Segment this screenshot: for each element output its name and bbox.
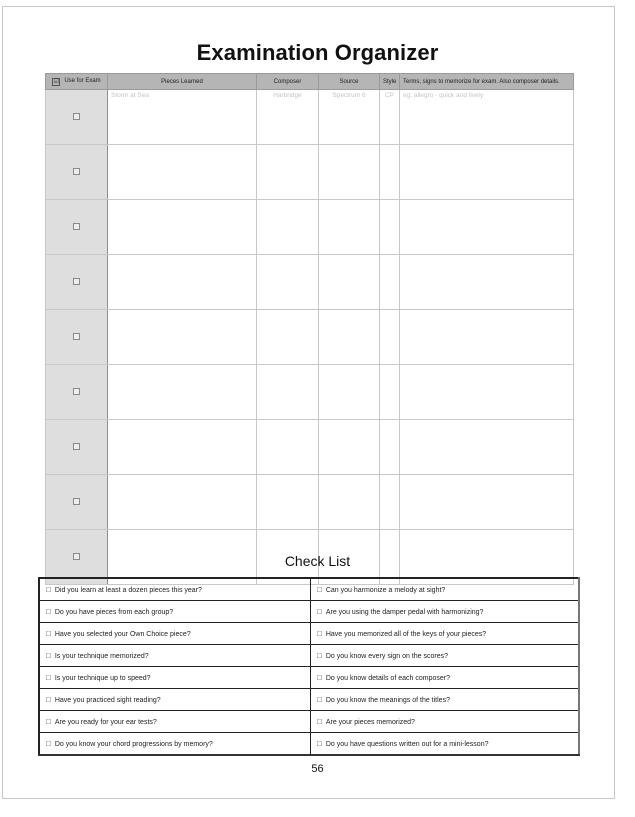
checklist-item[interactable] <box>39 601 311 623</box>
checklist-item-label: Are your pieces memorized? <box>325 719 415 726</box>
terms-cell[interactable] <box>400 200 574 255</box>
terms-cell[interactable] <box>400 310 574 365</box>
checkbox-icon[interactable] <box>73 388 80 395</box>
checkbox-icon[interactable] <box>73 278 80 285</box>
checklist-item-label: Have you memorized all of the keys of your pieces? <box>325 631 487 638</box>
examination-organizer-table <box>45 73 574 585</box>
checklist-row <box>39 601 579 623</box>
header-use-for-exam: ☑ Use for Exam <box>46 74 108 90</box>
use-for-exam-cell[interactable] <box>46 200 108 255</box>
checkbox-icon[interactable]: □ <box>46 585 51 594</box>
table-row <box>46 90 574 145</box>
table-row <box>46 310 574 365</box>
table-row <box>46 365 574 420</box>
checkbox-icon[interactable]: □ <box>317 651 322 660</box>
table-row <box>46 145 574 200</box>
composer-cell[interactable] <box>257 420 319 475</box>
checklist-item-label: Do you have questions written out for a mini-lesson? <box>325 741 489 748</box>
checkbox-icon[interactable]: □ <box>317 695 322 704</box>
terms-cell[interactable] <box>400 420 574 475</box>
checklist-item-label: Do you know details of each composer? <box>325 675 450 682</box>
checklist-item[interactable] <box>39 689 311 711</box>
style-cell[interactable] <box>380 255 400 310</box>
source-cell[interactable] <box>319 475 380 530</box>
checklist-item[interactable] <box>311 667 580 689</box>
composer-cell[interactable]: Harbridge <box>257 90 319 145</box>
checklist-item[interactable] <box>311 623 580 645</box>
checkbox-icon[interactable] <box>73 333 80 340</box>
checkbox-icon[interactable] <box>73 223 80 230</box>
checklist-item[interactable] <box>311 578 580 601</box>
checked-checkbox-icon: ☑ <box>53 78 60 85</box>
checklist-item[interactable] <box>39 711 311 733</box>
table-row <box>46 475 574 530</box>
checkbox-icon[interactable]: □ <box>46 651 51 660</box>
header-style: Style <box>380 74 400 90</box>
checklist-item-label: Do you know the meanings of the titles? <box>325 697 450 704</box>
style-cell[interactable] <box>380 200 400 255</box>
use-for-exam-cell[interactable] <box>46 475 108 530</box>
checklist-item[interactable] <box>311 733 580 756</box>
page-number: 56 <box>311 763 324 775</box>
checklist-item[interactable] <box>39 645 311 667</box>
use-for-exam-cell[interactable] <box>46 255 108 310</box>
source-cell[interactable] <box>319 310 380 365</box>
composer-cell[interactable] <box>257 255 319 310</box>
checkbox-icon[interactable]: □ <box>317 585 322 594</box>
table-header-row <box>46 74 574 90</box>
terms-cell[interactable] <box>400 145 574 200</box>
checkbox-icon[interactable]: □ <box>317 607 322 616</box>
style-cell[interactable] <box>380 475 400 530</box>
checklist-item[interactable] <box>39 623 311 645</box>
composer-cell[interactable] <box>257 310 319 365</box>
header-source: Source <box>319 74 380 90</box>
checklist-item[interactable] <box>311 601 580 623</box>
checkbox-icon[interactable] <box>73 443 80 450</box>
terms-cell[interactable]: eg. allegro - quick and lively <box>400 90 574 145</box>
checklist-item[interactable] <box>311 711 580 733</box>
header-terms: Terms, signs to memorize for exam. Also composer details. <box>400 74 574 90</box>
checkbox-icon[interactable]: □ <box>46 695 51 704</box>
style-cell[interactable] <box>380 365 400 420</box>
style-cell[interactable]: CP <box>380 90 400 145</box>
composer-cell[interactable] <box>257 200 319 255</box>
style-cell[interactable] <box>380 420 400 475</box>
pieces-learned-cell[interactable] <box>108 200 257 255</box>
table-row <box>46 420 574 475</box>
checklist-item[interactable] <box>39 733 311 756</box>
checklist-row <box>39 733 579 756</box>
checkbox-icon[interactable]: □ <box>46 607 51 616</box>
pieces-learned-cell[interactable] <box>108 365 257 420</box>
checkbox-icon[interactable]: □ <box>317 739 322 748</box>
table-row <box>46 200 574 255</box>
checklist-item[interactable] <box>311 689 580 711</box>
checklist-item-label: Is your technique memorized? <box>54 653 149 660</box>
checklist-row <box>39 689 579 711</box>
checklist-row <box>39 623 579 645</box>
checklist-item[interactable] <box>39 667 311 689</box>
checkbox-icon[interactable]: □ <box>46 673 51 682</box>
composer-cell[interactable] <box>257 475 319 530</box>
checklist-item-label: Have you selected your Own Choice piece? <box>54 631 191 638</box>
style-cell[interactable] <box>380 310 400 365</box>
use-for-exam-cell[interactable] <box>46 365 108 420</box>
source-cell[interactable] <box>319 365 380 420</box>
header-composer: Composer <box>257 74 319 90</box>
checklist-item-label: Are you ready for your ear tests? <box>54 719 157 726</box>
pieces-learned-cell[interactable] <box>108 255 257 310</box>
use-for-exam-cell[interactable] <box>46 145 108 200</box>
table-row <box>46 255 574 310</box>
checklist-item[interactable] <box>39 578 311 601</box>
pieces-learned-cell[interactable] <box>108 310 257 365</box>
pieces-learned-cell[interactable]: Storm at Sea <box>108 90 257 145</box>
use-for-exam-cell[interactable] <box>46 90 108 145</box>
checklist-item-label: Can you harmonize a melody at sight? <box>325 587 446 594</box>
checklist-item[interactable] <box>311 645 580 667</box>
checkbox-icon[interactable]: □ <box>46 629 51 638</box>
checkbox-icon[interactable]: □ <box>317 673 322 682</box>
checklist-item-label: Do you know every sign on the scores? <box>325 653 449 660</box>
checkbox-icon[interactable]: □ <box>46 739 51 748</box>
pieces-learned-cell[interactable] <box>108 420 257 475</box>
checkbox-icon[interactable]: □ <box>317 629 322 638</box>
source-cell[interactable] <box>319 145 380 200</box>
checkbox-icon[interactable]: □ <box>317 717 322 726</box>
checklist-item-label: Did you learn at least a dozen pieces this year? <box>54 587 202 594</box>
checklist-item-label: Do you have pieces from each group? <box>54 609 174 616</box>
style-cell[interactable] <box>380 145 400 200</box>
checklist-item-label: Are you using the damper pedal with harmonizing? <box>325 609 484 616</box>
use-for-exam-cell[interactable] <box>46 310 108 365</box>
pieces-learned-cell[interactable] <box>108 145 257 200</box>
source-cell[interactable] <box>319 420 380 475</box>
header-pieces-learned: Pieces Learned <box>108 74 257 90</box>
checklist-title: Check List <box>284 553 351 569</box>
checklist-table <box>38 577 580 756</box>
composer-cell[interactable] <box>257 365 319 420</box>
terms-cell[interactable] <box>400 365 574 420</box>
checkbox-icon[interactable] <box>73 113 80 120</box>
checklist-row <box>39 578 579 601</box>
source-cell[interactable] <box>319 200 380 255</box>
pieces-learned-cell[interactable] <box>108 475 257 530</box>
checklist-row <box>39 667 579 689</box>
checklist-row <box>39 711 579 733</box>
checklist-item-label: Have you practiced sight reading? <box>54 697 161 704</box>
checkbox-icon[interactable] <box>73 498 80 505</box>
checklist-item-label: Is your technique up to speed? <box>54 675 151 682</box>
terms-cell[interactable] <box>400 475 574 530</box>
composer-cell[interactable] <box>257 145 319 200</box>
checkbox-icon[interactable]: □ <box>46 717 51 726</box>
checklist-item-label: Do you know your chord progressions by memory? <box>54 741 213 748</box>
use-for-exam-cell[interactable] <box>46 420 108 475</box>
source-cell[interactable] <box>319 255 380 310</box>
page-title: Examination Organizer <box>196 40 439 65</box>
checkbox-icon[interactable] <box>73 168 80 175</box>
checklist-row <box>39 645 579 667</box>
terms-cell[interactable] <box>400 255 574 310</box>
source-cell[interactable]: Spectrum 6 <box>319 90 380 145</box>
